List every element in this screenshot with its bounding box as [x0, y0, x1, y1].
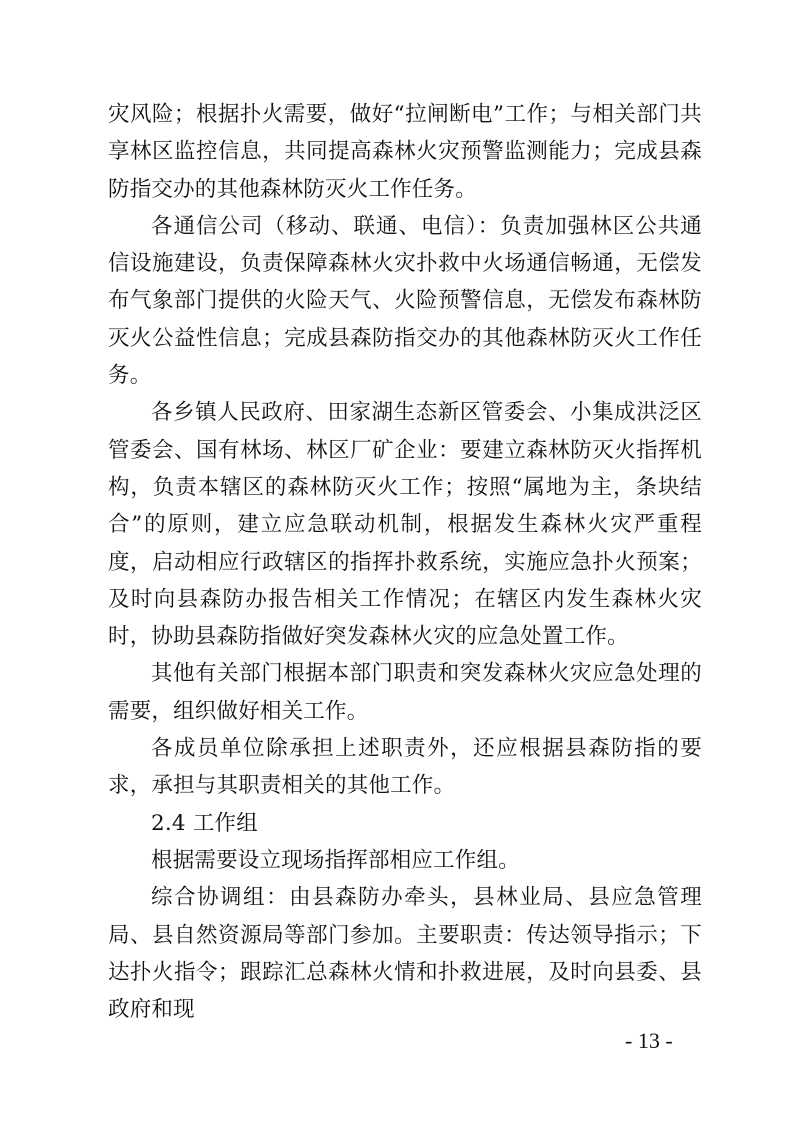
paragraph: 根据需要设立现场指挥部相应工作组。 — [151, 847, 520, 873]
paragraph: 综合协调组：由县森防办牵头，县林业局、县应急管理局、县自然资源局等部门参加。主要职责：传达领导指示；下达扑火指令；跟踪汇总森林火情和扑救进展，及时向县委、县政府和现 — [108, 885, 702, 1023]
paragraph: 各成员单位除承担上述职责外，还应根据县森防指的要求，承担与其职责相关的其他工作。 — [108, 736, 702, 799]
paragraph: 灾风险；根据扑火需要，做好“拉闸断电”工作；与相关部门共享林区监控信息，共同提高森林火灾预警监测能力；完成县森防指交办的其他森林防灭火工作任务。 — [108, 102, 702, 202]
paragraph: 各通信公司（移动、联通、电信）：负责加强林区公共通信设施建设，负责保障森林火灾扑救中火场通信畅通，无偿发布气象部门提供的火险天气、火险预警信息，无偿发布森林防灭火公益性信息；完成县森防指交办的其他森林防灭火工作任务。 — [108, 213, 702, 389]
body-text — [108, 96, 702, 1028]
section-heading: 2.4 工作组 — [151, 810, 258, 836]
paragraph: 各乡镇人民政府、田家湖生态新区管委会、小集成洪泛区管委会、国有林场、林区厂矿企业：要建立森林防灭火指挥机构，负责本辖区的森林防灭火工作；按照“属地为主，条块结合”的原则，建立应急联动机制，根据发生森林火灾严重程度，启动相应行政辖区的指挥扑救系统，实施应急扑火预案；及时向县森防办报告相关工作情况；在辖区内发生森林火灾时，协助县森防指做好突发森林火灾的应急处置工作。 — [108, 400, 702, 650]
page-number: - 13 - — [625, 1028, 673, 1053]
paragraph: 其他有关部门根据本部门职责和突发森林火灾应急处理的需要，组织做好相关工作。 — [108, 661, 702, 724]
